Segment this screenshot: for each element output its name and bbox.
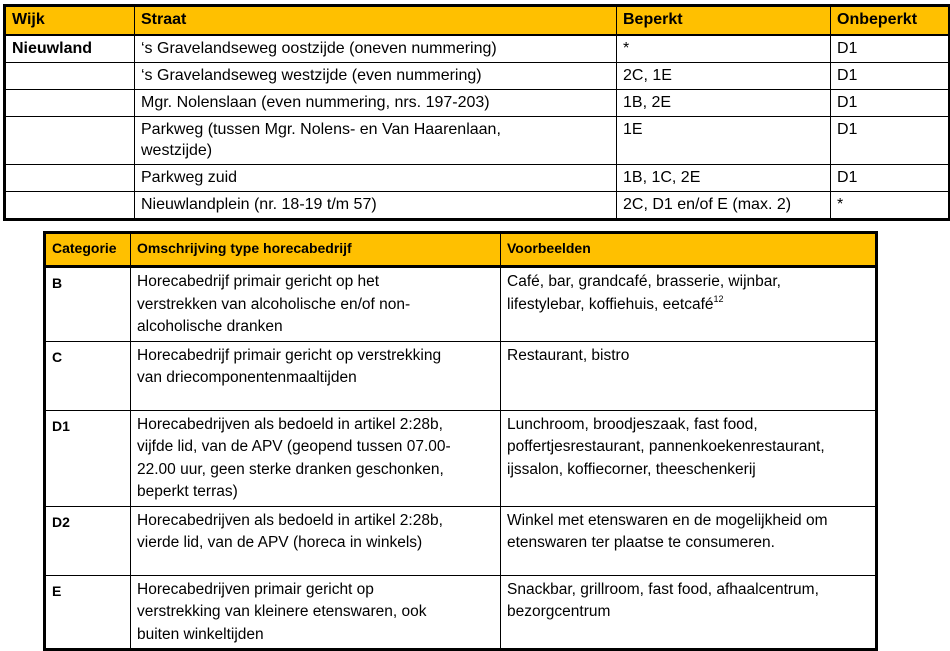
table-row	[5, 117, 950, 165]
wijk-cell: Nieuwland	[5, 35, 135, 63]
beperkt-cell: *	[617, 35, 831, 63]
categories-table	[43, 231, 878, 651]
streets-table	[3, 4, 950, 221]
text-line: ijssalon, koffiecorner, theeschenkerij	[507, 460, 756, 478]
wijk-cell	[5, 165, 135, 192]
beperkt-cell: 2C, D1 en/of E (max. 2)	[617, 192, 831, 220]
categorie-cell: E	[45, 575, 131, 650]
text-line: Lunchroom, broodjeszaak, fast food,	[507, 415, 758, 433]
beperkt-cell: 1E	[617, 117, 831, 165]
voorbeelden-cell	[501, 506, 877, 575]
text-line: verstrekking van kleinere etenswaren, ook	[137, 603, 427, 620]
footnote-marker[interactable]: 12	[713, 293, 724, 304]
text-line: poffertjesrestaurant, pannenkoekenrestaurant,	[507, 438, 825, 455]
beperkt-cell: 2C, 1E	[617, 63, 831, 90]
onbeperkt-cell: D1	[831, 90, 950, 117]
categories-header-row	[45, 233, 877, 267]
text-line: Horecabedrijven als bedoeld in artikel 2:28b,	[137, 415, 443, 433]
categorie-cell: C	[45, 341, 131, 410]
text-line: Winkel met etenswaren en de mogelijkheid om	[507, 511, 828, 529]
table-row	[5, 192, 950, 220]
table-row	[45, 267, 877, 342]
straat-cell: Mgr. Nolenslaan (even nummering, nrs. 197-203)	[135, 90, 617, 117]
straat-line: westzijde)	[141, 142, 213, 159]
table-row	[45, 506, 877, 575]
text-line: Café, bar, grandcafé, brasserie, wijnbar,	[507, 273, 781, 290]
onbeperkt-cell: D1	[831, 117, 950, 165]
text-line: vijfde lid, van de APV (geopend tussen 07.00-	[137, 438, 451, 455]
onbeperkt-cell: D1	[831, 35, 950, 63]
categorie-cell: B	[45, 267, 131, 342]
straat-cell	[135, 117, 617, 165]
header-wijk: Wijk	[5, 6, 135, 36]
categorie-cell: D2	[45, 506, 131, 575]
text-line: alcoholische dranken	[137, 318, 283, 335]
straat-line: Parkweg (tussen Mgr. Nolens- en Van Haarenlaan,	[141, 121, 501, 138]
table-row	[45, 341, 877, 410]
text-line: etenswaren ter plaatse te consumeren.	[507, 534, 775, 551]
straat-cell: ‘s Gravelandseweg westzijde (even nummering)	[135, 63, 617, 90]
wijk-cell	[5, 117, 135, 165]
straat-cell: Nieuwlandplein (nr. 18-19 t/m 57)	[135, 192, 617, 220]
text-line: Horecabedrijf primair gericht op verstrekking	[137, 346, 442, 364]
omschrijving-cell	[131, 341, 501, 410]
omschrijving-cell	[131, 410, 501, 506]
wijk-cell	[5, 90, 135, 117]
onbeperkt-cell: D1	[831, 63, 950, 90]
header-onbeperkt: Onbeperkt	[831, 6, 950, 36]
onbeperkt-cell: *	[831, 192, 950, 220]
header-voorbeelden: Voorbeelden	[501, 233, 877, 267]
table-row	[45, 410, 877, 506]
voorbeelden-cell	[501, 410, 877, 506]
wijk-cell	[5, 63, 135, 90]
omschrijving-cell	[131, 575, 501, 650]
header-categorie: Categorie	[45, 233, 131, 267]
text-line: Horecabedrijf primair gericht op het	[137, 273, 380, 290]
text-line: Horecabedrijven als bedoeld in artikel 2:28b,	[137, 511, 443, 529]
table-row	[5, 90, 950, 117]
text-span: lifestylebar, koffiehuis, eetcafé	[507, 295, 714, 313]
table-row	[5, 35, 950, 63]
header-straat: Straat	[135, 6, 617, 36]
voorbeelden-cell	[501, 575, 877, 650]
text-line: Horecabedrijven primair gericht op	[137, 580, 374, 598]
text-line: 22.00 uur, geen sterke dranken geschonken,	[137, 460, 444, 478]
header-beperkt: Beperkt	[617, 6, 831, 36]
streets-header-row	[5, 6, 950, 36]
onbeperkt-cell: D1	[831, 165, 950, 192]
text-line	[507, 294, 869, 317]
straat-cell: Parkweg zuid	[135, 165, 617, 192]
text-line: buiten winkeltijden	[137, 625, 264, 643]
text-line: Restaurant, bistro	[507, 346, 630, 364]
text-line: bezorgcentrum	[507, 603, 611, 620]
omschrijving-cell	[131, 506, 501, 575]
wijk-cell	[5, 192, 135, 220]
voorbeelden-cell	[501, 341, 877, 410]
text-line: verstrekken van alcoholische en/of non-	[137, 295, 411, 313]
table-row	[5, 165, 950, 192]
straat-cell: ‘s Gravelandseweg oostzijde (oneven nummering)	[135, 35, 617, 63]
text-line: Snackbar, grillroom, fast food, afhaalcentrum,	[507, 580, 819, 598]
beperkt-cell: 1B, 2E	[617, 90, 831, 117]
text-line: beperkt terras)	[137, 483, 238, 500]
categorie-cell: D1	[45, 410, 131, 506]
beperkt-cell: 1B, 1C, 2E	[617, 165, 831, 192]
voorbeelden-cell	[501, 267, 877, 342]
text-line: van driecomponentenmaaltijden	[137, 369, 357, 386]
text-line: vierde lid, van de APV (horeca in winkels)	[137, 534, 423, 551]
omschrijving-cell	[131, 267, 501, 342]
table-row	[45, 575, 877, 650]
header-omschrijving: Omschrijving type horecabedrijf	[131, 233, 501, 267]
table-row	[5, 63, 950, 90]
